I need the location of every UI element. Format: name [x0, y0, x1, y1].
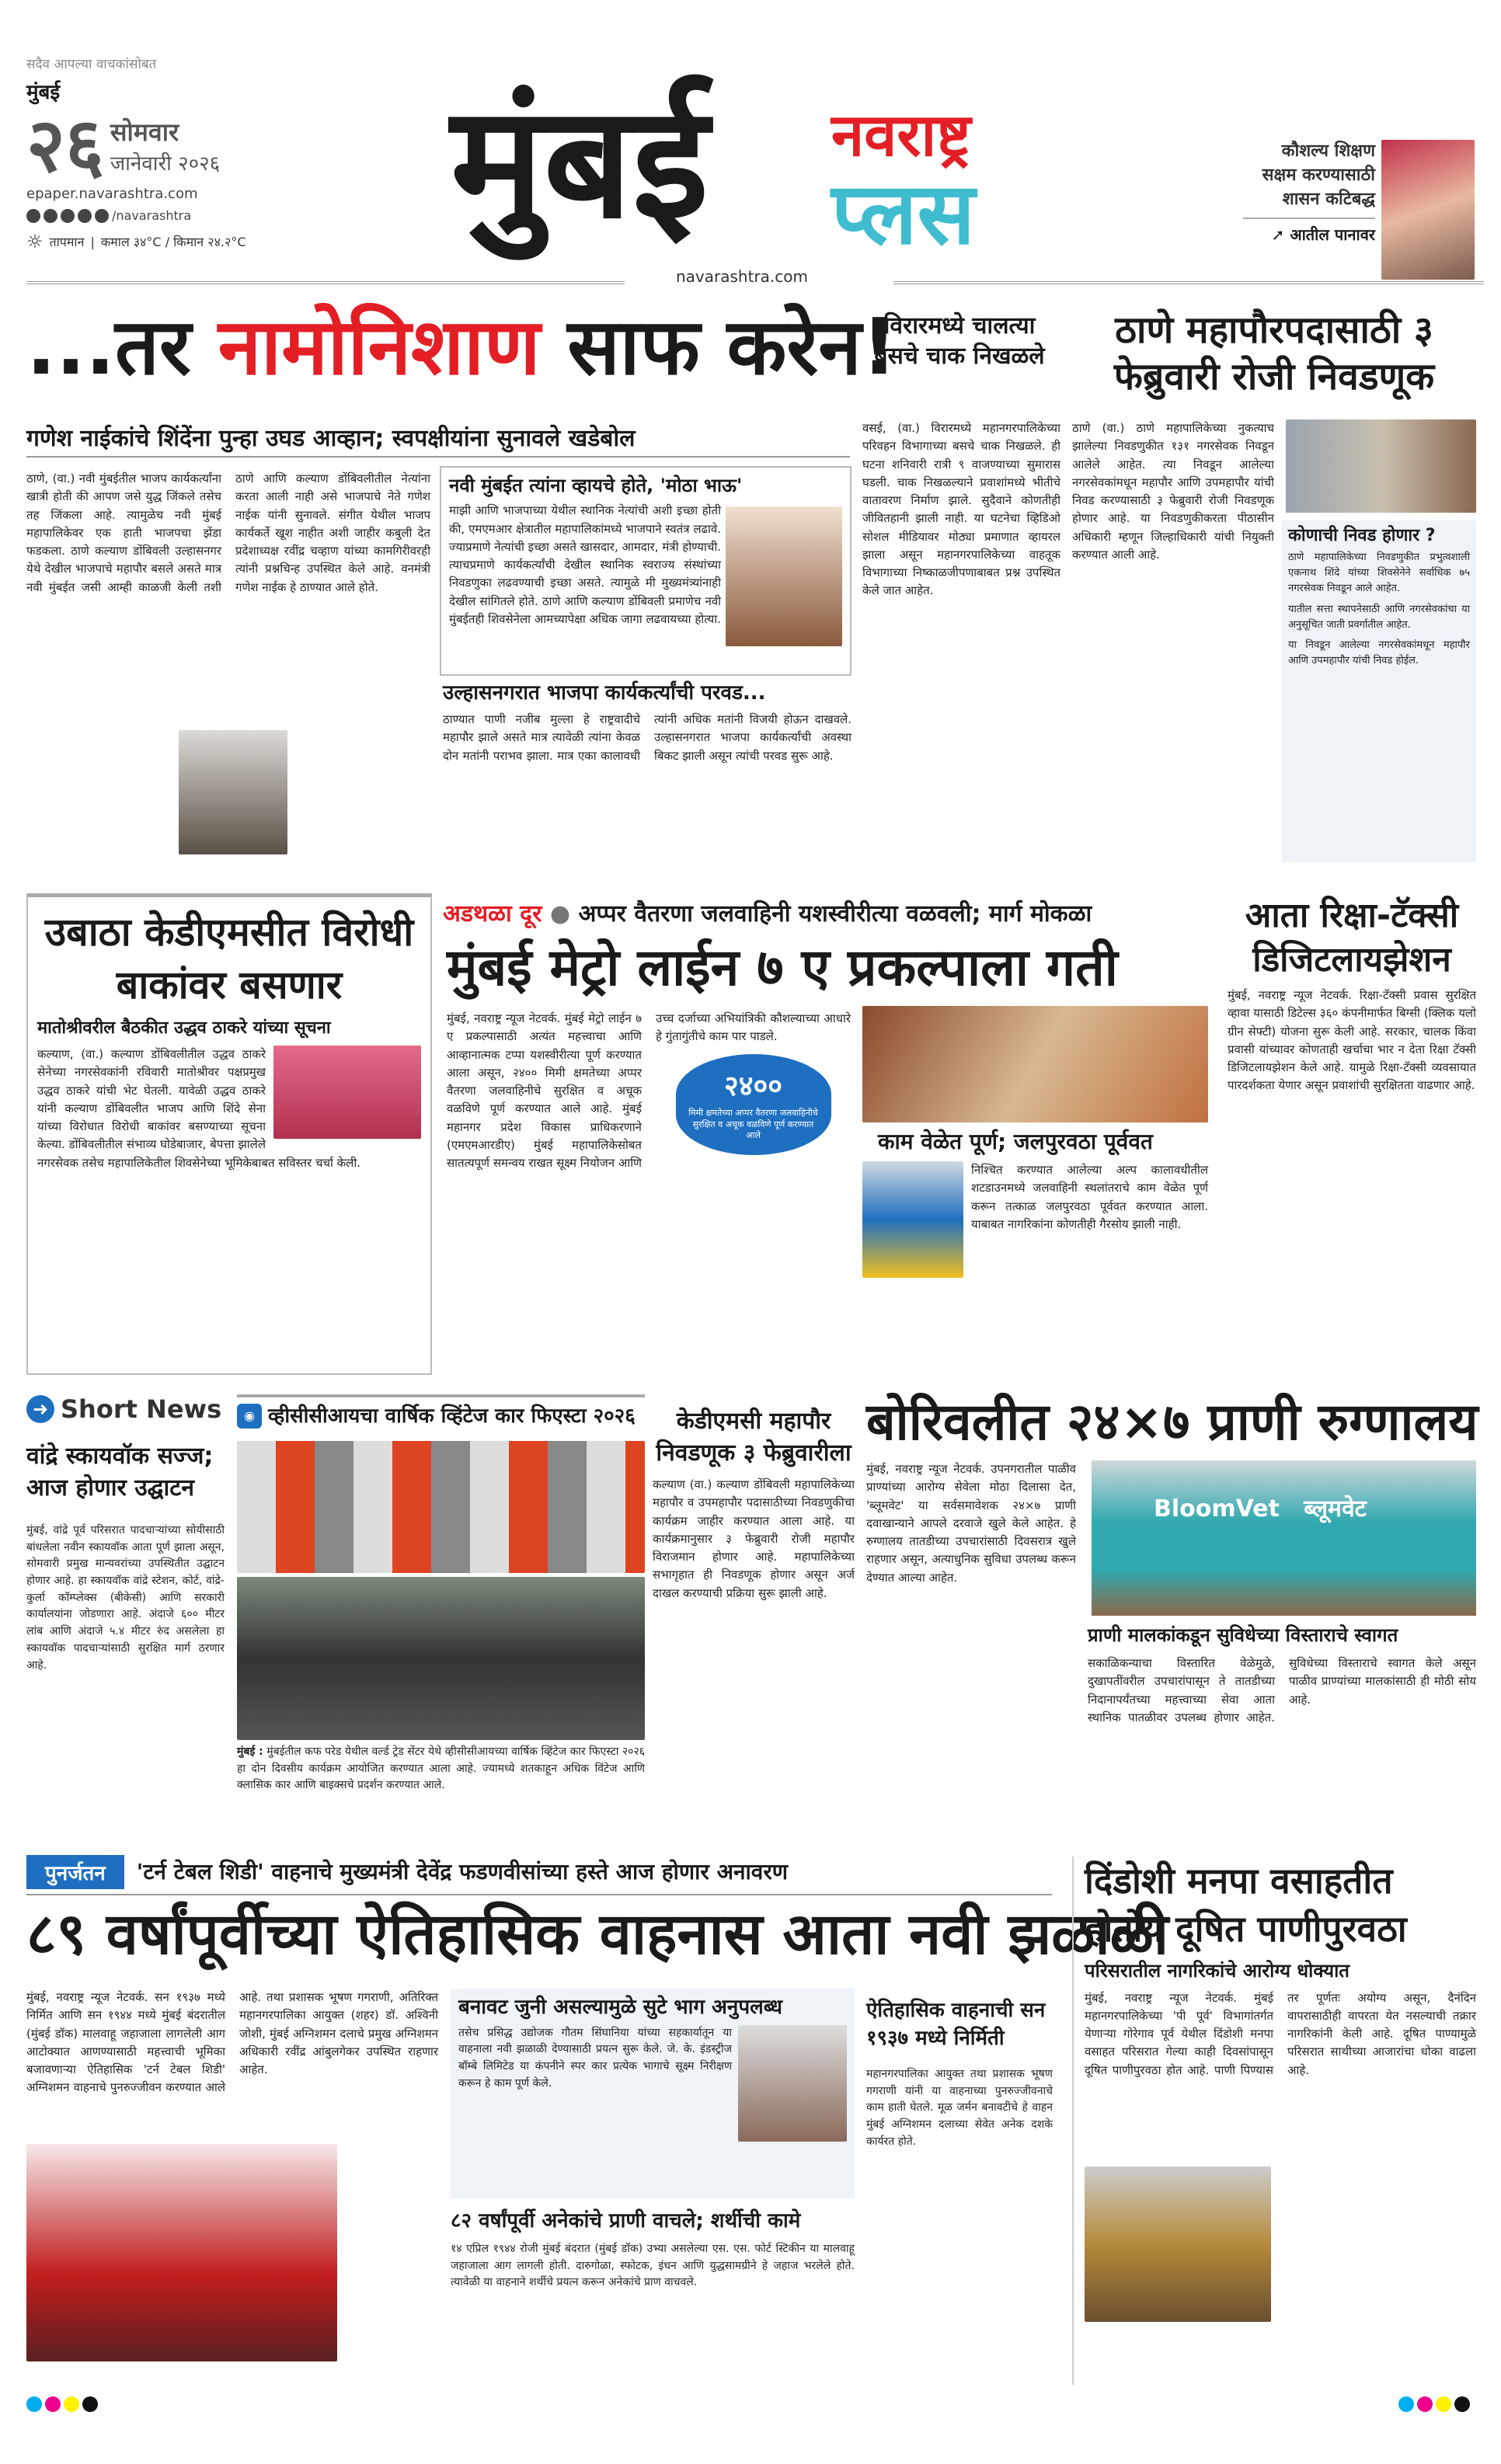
epaper-link[interactable]: epaper.navarashtra.com — [26, 186, 198, 202]
borivali-sub-headline: प्राणी मालकांकडून सुविधेच्या विस्ताराचे स्वागत — [1088, 1624, 1398, 1646]
metro-body-column — [447, 1010, 851, 1367]
camera-icon: ◉ — [237, 1404, 262, 1429]
box1-title: बनावट जुनी असल्यामुळे सुटे भाग अनुपलब्ध — [458, 1996, 782, 2019]
fadnavis-photo — [738, 2025, 847, 2142]
rickshaw-headline: आता रिक्षा-टॅक्सी डिजिटलायझेशन — [1245, 896, 1459, 980]
vintage-header: ◉ व्हीसीसीआयचा वार्षिक व्हिंटेज कार फिएस्टा २०२६ — [237, 1394, 645, 1429]
thane-body: ठाणे (वा.) ठाणे महापालिकेच्या नुकत्याच झालेल्या निवडणुकीत १३१ नगरसेवक निवडून आलेले आहेत. त्या निवडून आलेल्या नगरसेवकांमधून महापौर आणि उपमहापौर यांची निवड करण्यासाठी ३ फेब्रुवारी रोजी निवडणूक होणार आहे. या निवडणुकीकरता पीठासीन अधिकारी म्हणून जिल्हाधिकारी यांची नियुक्ती करण्यात आली आहे. — [1072, 421, 1274, 562]
sign-text-mr: ब्लूमवेट — [1304, 1495, 1367, 1523]
weather-label: तापमान — [49, 235, 85, 249]
inset-body: माझी आणि भाजपाच्या येथील स्थानिक नेत्यांची अशी इच्छा होती की, एमएमआर क्षेत्रातील महापालिकांमध्ये भाजपाने स्वतंत्र लढावे. ज्याप्रमाणे नेत्यांची इच्छा असते खासदार, आमदार, मंत्री होण्याची. त्याचप्रमाणे कार्यकर्त्यांची देखील स्थानिक स्वराज्य संस्थांच्या निवडणुका लढवण्याची इच्छा असते. त्यामुळे मी मुख्यमंत्र्यांनाही देखील सांगितले होते. ठाणे आणि कल्याण डोंबिवली प्रमाणेच नवी मुंबईतही शिवसेनेला आमच्यापेक्षा अधिक जागा लढवायच्या होत्या. — [449, 503, 721, 626]
logo — [451, 70, 1072, 272]
tagline: सदैव आपल्या वाचकांसोबत — [26, 57, 157, 72]
short-news-headline: वांद्रे स्कायवॉक सज्ज; आज होणार उद्घाटन — [26, 1443, 214, 1502]
teaser[interactable] — [1243, 140, 1476, 280]
thane-headline: ठाणे महापौरपदासाठी ३ फेब्रुवारी रोजी निवडणूक — [1113, 308, 1435, 398]
youtube-icon[interactable] — [78, 209, 92, 223]
rickshaw-body: मुंबई, नवराष्ट्र न्यूज नेटवर्क. रिक्षा-टॅक्सी प्रवास सुरक्षित व्हावा यासाठी डिटेल्स ३६० कंपनीमार्फत बिग्सी (क्लिक यलो ग्रीन सेफ्टी) योजना सुरू केली आहे. सरकार, चालक किंवा प्रवासी यांच्यावर कोणताही खर्चाचा भार न देता रिक्षा टॅक्सी डिजिटलायझेशन केले आहे. यामुळे रिक्षा-टॅक्सी व्यवसायात पारदर्शकता येणार असून प्रवाशांची सुरक्षितता वाढणार आहे. — [1228, 988, 1476, 1093]
dindoshi-body: मुंबई, नवराष्ट्र न्यूज नेटवर्क. मुंबई महानगरपालिकेच्या 'पी पूर्व' विभागांतर्गत येणाऱ्या गोरेगाव पूर्व येथील दिंडोशी मनपा वसाहत परिसरात गेल्या काही दिवसांपासून दूषित पाणीपुरवठा होत आहे. पाणी पिण्यास तर पूर्णतः अयोग्य असून, दैनंदिन वापरासाठीही वापरता येत नसल्याची तक्रार नागरिकांनी केली आहे. दूषित पाण्यामुळे परिसरात साथीच्या आजारांचा धोका वाढला आहे. — [1085, 1990, 1476, 2077]
arrow-right-icon: ➜ — [26, 1395, 54, 1423]
metro-kicker: अडथळा दूर ● अप्पर वैतरणा जलवाहिनी यशस्वीरीत्या वळवली; मार्ग मोकळा — [443, 900, 1092, 927]
kdmc-mayor-body: कल्याण (वा.) कल्याण डोंबिवली महापालिकेच्या महापौर व उपमहापौर पदासाठीच्या निवडणुकीचा कार्यक्रम जाहीर करण्यात आला आहे. या कार्यक्रमानुसार ३ फेब्रुवारी रोजी महापौर विराजमान होणार आहे. महापालिकेच्या सभागृहात ही निवडणूक होणार असून अर्ज दाखल करण्याची प्रक्रिया सुरू झाली आहे. — [653, 1477, 855, 1600]
badge-number: २४०० — [724, 1070, 782, 1102]
kdmc-body: कल्याण, (वा.) कल्याण डोंबिवलीतील उद्धव ठाकरे सेनेच्या नगरसेवकांनी रविवारी मातोश्रीवर पक्षप्रमुख उद्धव ठाकरे यांची भेट घेतली. यावेळी उद्धव ठाकरे यांनी कल्याण डोंबिवलीत भाजप आणि शिंदे सेना यांच्या विरोधात विरोधी बाकांवर बसण्याच्या सूचना केल्या. डोंबिवलीतील संभाव्य घोडेबाजार, बेपत्ता झालेले नगरसेवक तसेच महापालिकेतील शिवसेनेच्या भूमिकेबाबत सविस्तर चर्चा केली. — [37, 1047, 360, 1170]
fire-engine-photo — [26, 2144, 337, 2361]
lead-headline-red: नामोनिशाण — [218, 301, 541, 392]
logo-red: नवराष्ट्र — [831, 100, 971, 169]
bloomvet-photo — [1092, 1460, 1476, 1616]
linkedin-icon[interactable] — [95, 209, 109, 223]
badge-text: मिमी क्षमतेच्या अप्पर वैतरणा जलवाहिनीचे सुरक्षित व अचूक वळविणे पूर्ण करण्यात आले — [688, 1108, 818, 1140]
thane-box — [1282, 520, 1476, 862]
facebook-icon[interactable] — [26, 209, 40, 223]
kdmc-subhead: मातोश्रीवरील बैठकीत उद्धव ठाकरे यांच्या सूचना — [37, 1018, 331, 1038]
weekday: सोमवार — [110, 117, 179, 147]
turntable-headline: ८९ वर्षांपूर्वीच्या ऐतिहासिक वाहनास आता नवी झळाळी — [26, 1901, 1169, 1968]
turntable-kicker: 'टर्न टेबल शिडी' वाहनाचे मुख्यमंत्री देवेंद्र फडणवीसांच्या हस्ते आज होणार अनावरण — [136, 1858, 789, 1885]
weather-value: कमाल ३४°C / किमान २४.२°C — [100, 235, 246, 249]
dindoshi-headline: दिंडोशी मनपा वसाहतीत होतोय दूषित पाणीपुरवठा — [1085, 1860, 1407, 1951]
teaser-photo — [1381, 140, 1475, 280]
logo-cyan: प्लस — [831, 164, 975, 263]
borivali-headline: बोरिवलीत २४×७ प्राणी रुग्णालय — [866, 1392, 1478, 1452]
metro-train-photo — [862, 1161, 963, 1278]
inset-photo — [726, 506, 842, 646]
thane-box-item: यातील सत्ता स्थापनेसाठी आणि नगरसेवकांचा या अनुसूचित जाती प्रवर्गातील आहेत. — [1288, 603, 1470, 631]
day-number: २६ — [26, 102, 104, 189]
lead-photo — [179, 730, 287, 854]
registration-marks — [26, 2396, 98, 2412]
logo-main: मुंबई — [451, 72, 709, 253]
metro-body: मुंबई, नवराष्ट्र न्यूज नेटवर्क. मुंबई मेट्रो लाईन ७ ए प्रकल्पासाठी अत्यंत महत्त्वाचा आणि आव्हानात्मक टप्पा यशस्वीरीत्या पूर्ण करण्यात आला असून, २४०० मिमी क्षमतेच्या अप्पर वैतरणा जलवाहिनीचे सुरक्षित व अचूक वळविणे पूर्ण करण्यात आले आहे. मुंबई महानगर प्रदेश विकास प्राधिकरणाने (एमएमआरडीए) मुंबई महापालिकेसोबत सातत्यपूर्ण समन्वय राखत सूक्ष्म नियोजन आणि उच्च दर्जाच्या अभियांत्रिकी कौशल्याच्या आधारे हे गुंतागुंतीचे काम पार पाडले. — [447, 1011, 851, 1170]
metro-headline: मुंबई मेट्रो लाईन ७ ए प्रकल्पाला गती — [447, 938, 1118, 997]
month-year: जानेवारी २०२६ — [110, 151, 221, 176]
vintage-caption: मुंबई : मुंबईतील कफ परेड येथील वर्ल्ड ट्रेड सेंटर येथे व्हीसीसीआयच्या वार्षिक व्हिंटेज कार फिएस्टा २०२६ हा दोन दिवसीय कार्यक्रम आयोजित करण्यात आला आहे. ज्यामध्ये शतकाहून अधिक विंटेज आणि क्लासिक कार आणि बाइक्सचे प्रदर्शन करण्यात आले. — [237, 1745, 646, 1792]
masthead-rule-left — [26, 281, 625, 284]
thane-box-item: या निवडून आलेल्या नगरसेवकांमधून महापौर आणि उपमहापौर यांची निवड होईल. — [1288, 639, 1470, 667]
social-handle: /navarashtra — [112, 208, 192, 223]
registration-marks — [1398, 2396, 1470, 2412]
thane-box-item: ठाणे महापालिकेच्या निवडणुकीत प्रभुत्वशाली एकनाथ शिंदे यांच्या शिवसेनेने सर्वाधिक ७५ नगरसेवक निवडून आले आहेत. — [1288, 552, 1470, 595]
turntable-body: मुंबई, नवराष्ट्र न्यूज नेटवर्क. सन १९३७ मध्ये निर्मित आणि सन १९४४ मध्ये मुंबई बंदरातील (मुंबई डॉक) मालवाहू जहाजाला लागलेली आग आटोक्यात आणण्यासाठी महत्त्वाची भूमिका बजावणाऱ्या ऐतिहासिक 'टर्न टेबल शिडी' अग्निशमन वाहनाचे पुनरुज्जीवन करण्यात आले आहे. तथा प्रशासक भूषण गगराणी, अतिरिक्त महानगरपालिका आयुक्त (शहर) डॉ. अश्विनी जोशी, मुंबई अग्निशमन दलाचे प्रमुख अग्निशमन अधिकारी रवींद्र आंबुलगेकर उपस्थित राहणार आहेत. — [26, 1990, 438, 2095]
masthead-left: सदैव आपल्या वाचकांसोबत मुंबई २६ सोमवार जानेवारी २०२६ epaper.navarashtra.com /navarashtra ☼ तापमान | कमाल ३४°C / किमान २४.२°C — [26, 54, 337, 252]
thane-photo — [1286, 419, 1476, 513]
box3-body: १४ एप्रिल १९४४ रोजी मुंबई बंदरात (मुंबई डॉक) उभ्या असलेल्या एस. एस. फोर्ट स्टिकीन या मालवाहू जहाजाला आग लागली होती. दारुगोळा, स्फोटक, इंधन आणि युद्धसामग्रीने हे जहाज भरलेले होते. त्यावेळी या वाहनाने शर्थीचे प्रयत्न करून अनेकांचे प्राण वाचवले. — [451, 2243, 855, 2289]
box1 — [451, 1989, 855, 2198]
virar-headline: विरारमध्ये चालत्या बसचे चाक निखळले — [874, 312, 1045, 370]
metro-badge — [676, 1054, 831, 1155]
borivali-sub-body: सकाळिकन्याचा विस्तारित वेळेमुळे, दुखापतींवरील उपचारांपासून ते तातडीच्या निदानापर्यंतच्या महत्त्वाच्या सेवा आता स्थानिक पातळीवर उपलब्ध होणार आहेत. सुविधेच्या विस्ताराचे स्वागत केले असून पाळीव प्राण्यांच्या मालकांसाठी ही मोठी सोय आहे. — [1088, 1656, 1476, 1724]
inset2-title: उल्हासनगरात भाजपा कार्यकर्त्यांची परवड... — [443, 681, 766, 705]
city: मुंबई — [26, 81, 61, 104]
lead-body: ठाणे, (वा.) नवी मुंबईतील भाजप कार्यकर्त्यांना खात्री होती की आपण जसे युद्ध जिंकले तसेच तह जिंकला आहे. त्यामुळेच नवी मुंबई महापालिकेवर एक हाती भाजपचा झेंडा फडकला. ठाणे कल्याण डोंबिवली उल्हासनगर येथे देखील भाजपाचे महापौर बसले असते मात्र नवी मुंबईत जसी आम्ही काळजी केली तशी ठाणे आणि कल्याण डोंबिवलीतील नेत्यांना करता आली नाही असे भाजपाचे नेते गणेश नाईक यांनी सुनावले. संगीत येथील भाजप कार्यकर्ते खूश नाहीत अशी जाहीर कबुली देत प्रदेशाध्यक्ष रवींद्र चव्हाण यांच्या कामगिरीवरही त्यांनी प्रश्नचिन्ह उपस्थित केले आहे. वनमंत्री गणेश नाईक हे ठाण्यात आले होते. — [26, 472, 430, 594]
virar-body: वसई, (वा.) विरारमध्ये महानगरपालिकेच्या परिवहन विभागाच्या बसचे चाक निखळले. ही घटना शनिवारी रात्री ९ वाजण्याच्या सुमारास घडली. चाक निखळल्याने प्रवाशांमध्ये भीतीचे वातावरण निर्माण झाले. सुदैवाने कोणतीही जीवितहानी झाली नाही. या घटनेचा व्हिडिओ सोशल मीडियावर मोठ्या प्रमाणात व्हायरल झाला असून महानगरपालिकेच्या वाहतूक विभागाच्या निष्काळजीपणाबाबत प्रश्न उपस्थित केले जात आहेत. — [862, 421, 1060, 598]
inset2-body: ठाण्यात पाणी नजीब मुल्ला हे राष्ट्रवादीचे महापौर झाले असते मात्र त्यावेळी त्यांना केवळ दोन मतांनी पराभव झाला. मात्र एका कालावधी त्यांनी अधिक मतांनी विजयी होऊन दाखवले. उल्हासनगरात भाजपा कार्यकर्त्यांची अवस्था बिकट झाली असून त्यांची परवड सुरू आहे. — [443, 712, 851, 763]
inset-box — [440, 466, 851, 676]
website[interactable]: navarashtra.com — [676, 267, 808, 286]
lead-subhead: गणेश नाईकांचे शिंदेंना पुन्हा उघड आव्हान; स्वपक्षीयांना सुनावले खडेबोल — [26, 426, 850, 458]
box3-title: ८२ वर्षांपूर्वी अनेकांचे प्राणी वाचले; शर्थीची कामे — [451, 2209, 801, 2233]
thane-box-title: कोणाची निवड होणार ? — [1288, 526, 1436, 545]
lead-headline: ...तर नामोनिशाण साफ करेन! — [26, 301, 897, 392]
short-news-body: मुंबई, वांद्रे पूर्व परिसरात पादचाऱ्यांच्या सोयीसाठी बांधलेला नवीन स्कायवॉक आता पूर्ण झाला असून, सोमवारी प्रमुख मान्यवरांच्या उपस्थितीत उद्घाटन होणार आहे. हा स्कायवॉक वांद्रे स्टेशन, कोर्ट, वांद्रे-कुर्ला कॉम्प्लेक्स (बीकेसी) आणि सरकारी कार्यालयांना जोडणारा आहे. अंदाजे ६०० मीटर लांब आणि अंदाजे ५.४ मीटर रुंद असलेला हा स्कायवॉक पादचाऱ्यांसाठी सुरक्षित मार्ग ठरणार आहे. — [26, 1524, 225, 1672]
turntable-kicker-row — [26, 1855, 1052, 1895]
kdmc-headline: उबाठा केडीएमसीत विरोधी बाकांवर बसणार — [44, 910, 414, 1008]
metro-pipeline-photo — [862, 1006, 1208, 1122]
metro-sub-body: निश्चित करण्यात आलेल्या अल्प कालावधीतील शटडाउनमध्ये जलवाहिनी स्थलांतराचे काम वेळेत पूर्ण करून तत्काळ जलपुरवठा पूर्ववत करण्यात आला. याबाबत नागरिकांना कोणतीही गैरसोय झाली नाही. — [971, 1163, 1208, 1231]
masthead-rule-right — [893, 281, 1484, 284]
inset-title: नवी मुंबईत त्यांना व्हायचे होते, 'मोठा भाऊ' — [449, 475, 743, 496]
vintage-crowd-photo — [237, 1577, 645, 1740]
sign-text: BloomVet — [1154, 1495, 1280, 1523]
metro-sub-headline: काम वेळेत पूर्ण; जलपुरवठा पूर्ववत — [878, 1129, 1153, 1154]
box2-title: ऐतिहासिक वाहनाची सन १९३७ मध्ये निर्मिती — [866, 1999, 1046, 2051]
short-news-label: ➜ Short News — [26, 1394, 221, 1424]
borivali-body: मुंबई, नवराष्ट्र न्यूज नेटवर्क. उपनगरातील पाळीव प्राण्यांच्या आरोग्य सेवेला मोठा दिलासा देत, 'ब्लूमवेट' या सर्वसमावेशक २४×७ प्राणी दवाखान्याने आपले दरवाजे खुले केले आहेत. हे रुग्णालय तातडीच्या उपचारांसाठी दिवसरात्र खुले राहणार असून, अत्याधुनिक सुविधा उपलब्ध करून देण्यात आल्या आहेत. — [866, 1462, 1076, 1585]
x-icon[interactable] — [61, 209, 75, 223]
arrow-icon: ➚ — [1271, 225, 1285, 245]
dindoshi-box — [1072, 1857, 1476, 2385]
box2-body: महानगरपालिका आयुक्त तथा प्रशासक भूषण गगराणी यांनी या वाहनाच्या पुनरुज्जीवनाचे काम हाती घेतले. मूळ जर्मन बनावटीचे हे वाहन मुंबई अग्निशमन दलाच्या सेवेत अनेक दशके कार्यरत होते. — [866, 2068, 1053, 2148]
water-bottle-photo — [1085, 2166, 1271, 2322]
box1-body: तसेच प्रसिद्ध उद्योजक गौतम सिंघानिया यांच्या सहकार्यातून या वाहनाला नवी झळाळी देण्यासाठी प्रयत्न सुरू केले. जे. के. इंडस्ट्रीज बॉम्बे लिमिटेड या कंपनीने स्पर कार प्रत्येक भागाचे सूक्ष्म निरीक्षण करून हे काम पूर्ण केले. — [458, 2026, 732, 2090]
teaser-title: कौशल्य शिक्षण सक्षम करण्यासाठी शासन कटिबद्ध — [1262, 141, 1375, 209]
dindoshi-subhead: परिसरातील नागरिकांचे आरोग्य धोक्यात — [1085, 1960, 1350, 1982]
kdmc-box — [26, 893, 432, 1375]
section-tag: पुनर्जतन — [26, 1855, 124, 1889]
kdmc-photo — [273, 1046, 421, 1139]
teaser-author: आतील पानावर — [1290, 225, 1375, 245]
instagram-icon[interactable] — [44, 209, 57, 223]
weather-sun-icon: ☼ — [26, 231, 44, 252]
kdmc-mayor-headline: केडीएमसी महापौर निवडणूक ३ फेब्रुवारीला — [656, 1408, 851, 1467]
metro-kicker-red: अडथळा दूर — [443, 900, 542, 927]
vintage-cars-photo — [237, 1441, 645, 1573]
